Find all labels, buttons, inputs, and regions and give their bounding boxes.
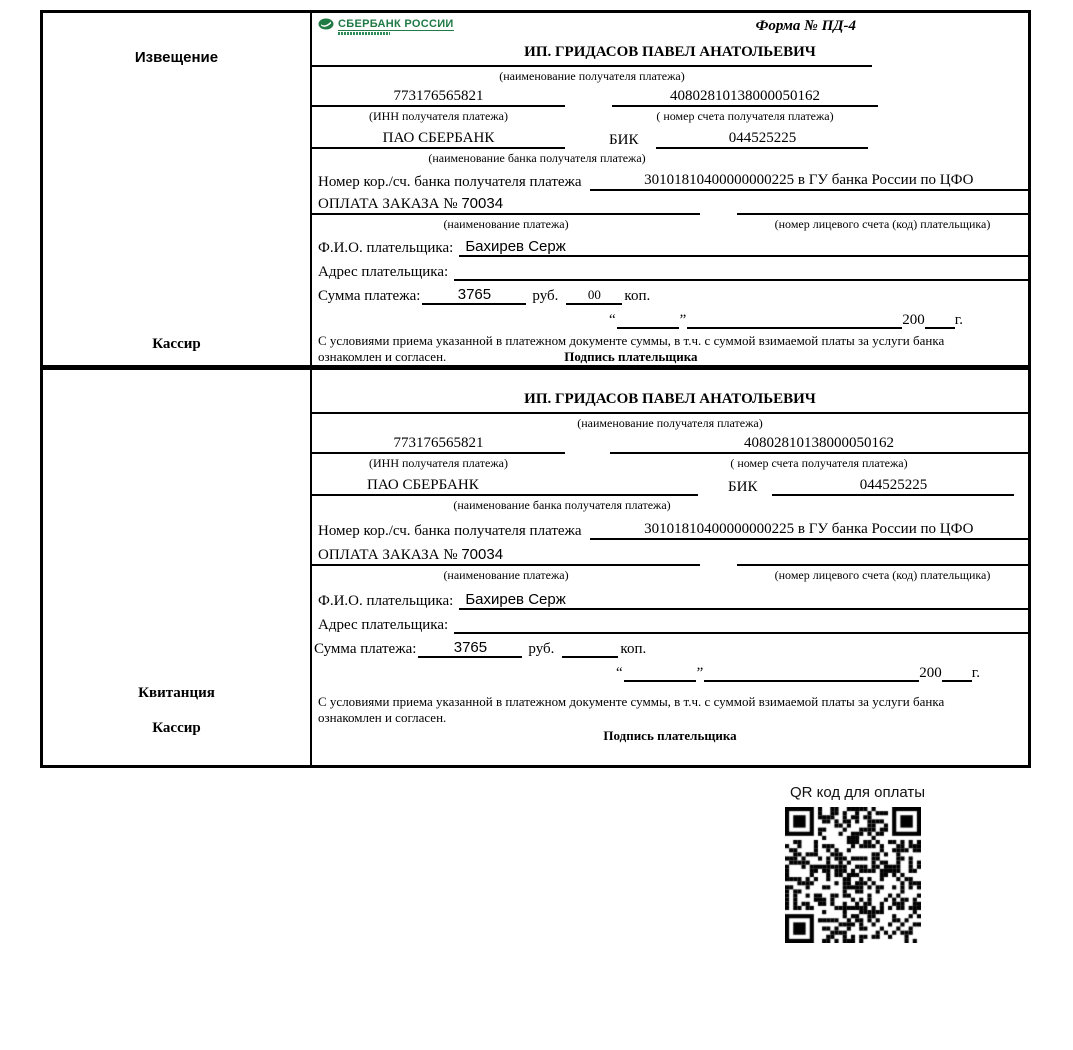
kop-label: коп. bbox=[624, 288, 651, 304]
order-number: 70034 bbox=[461, 195, 504, 212]
section-izveshchenie bbox=[43, 13, 1028, 370]
inn-field: 773176565821 bbox=[312, 88, 565, 107]
quote-close: ” bbox=[696, 665, 704, 681]
rub-label: руб. bbox=[532, 288, 559, 304]
date-year-field bbox=[925, 326, 955, 329]
agreement-line2: ознакомлен и согласен. bbox=[318, 710, 447, 725]
date-year-field bbox=[942, 679, 972, 682]
year-suffix: г. bbox=[954, 312, 963, 328]
sberbank-logo-icon bbox=[318, 18, 334, 30]
purpose-field bbox=[312, 195, 700, 215]
year-prefix: 200 bbox=[902, 312, 925, 328]
agreement-line1: С условиями приема указанной в платежном документе суммы, в т.ч. с суммой взимаемой платы за услуги банка bbox=[318, 694, 945, 709]
account-field: 40802810138000050162 bbox=[612, 88, 878, 107]
bik-label: БИК bbox=[728, 479, 758, 495]
kop-label: коп. bbox=[620, 641, 647, 657]
inn-caption: (ИНН получателя платежа) bbox=[369, 455, 508, 470]
payer-label: Ф.И.О. плательщика: bbox=[318, 593, 454, 609]
left-column-top bbox=[43, 13, 312, 365]
korr-label: Номер кор./сч. банка получателя платежа bbox=[318, 174, 582, 190]
section-kvitanciya bbox=[43, 370, 1028, 765]
bank-caption: (наименование банка получателя платежа) bbox=[453, 497, 671, 512]
bank-name-field: ПАО СБЕРБАНК bbox=[312, 130, 565, 149]
left-column-bottom bbox=[43, 370, 312, 765]
address-field bbox=[454, 279, 1028, 281]
payer-label: Ф.И.О. плательщика: bbox=[318, 240, 454, 256]
date-day-field bbox=[624, 679, 696, 682]
purpose-prefix: ОПЛАТА ЗАКАЗА № bbox=[318, 196, 458, 212]
personal-account-field bbox=[737, 564, 1028, 566]
inn-field: 773176565821 bbox=[312, 435, 565, 454]
order-number: 70034 bbox=[461, 546, 504, 563]
sberbank-logo-text: СБЕРБАНК РОССИИ bbox=[338, 18, 454, 30]
form-body-top bbox=[312, 13, 1028, 365]
payment-form-pd4 bbox=[40, 10, 1031, 768]
korr-label: Номер кор./сч. банка получателя платежа bbox=[318, 523, 582, 539]
rub-label: руб. bbox=[528, 641, 555, 657]
korr-account-field: 30101810400000000225 в ГУ банка России по ЦФО bbox=[590, 521, 1028, 540]
korr-account-field: 30101810400000000225 в ГУ банка России по ЦФО bbox=[590, 172, 1028, 191]
amount-rub-field: 3765 bbox=[418, 639, 522, 658]
cashier-label: Кассир bbox=[152, 336, 201, 352]
address-label: Адрес плательщика: bbox=[318, 264, 449, 280]
bik-field: 044525225 bbox=[772, 477, 1014, 496]
sum-label: Сумма платежа: bbox=[314, 641, 417, 657]
purpose-caption: (наименование платежа) bbox=[443, 216, 569, 231]
signature-label: Подпись плательщика bbox=[603, 728, 737, 743]
recipient-caption: (наименование получателя платежа) bbox=[577, 415, 763, 430]
account-field: 40802810138000050162 bbox=[610, 435, 1028, 454]
recipient-name: ИП. ГРИДАСОВ ПАВЕЛ АНАТОЛЬЕВИЧ bbox=[524, 391, 816, 407]
sberbank-logo bbox=[318, 18, 454, 35]
form-body-bottom bbox=[312, 370, 1028, 765]
date-day-field bbox=[617, 326, 679, 329]
inn-caption: (ИНН получателя платежа) bbox=[369, 108, 508, 123]
bik-field: 044525225 bbox=[656, 130, 868, 149]
account-caption: ( номер счета получателя платежа) bbox=[656, 108, 834, 123]
address-field bbox=[454, 632, 1028, 634]
qr-code bbox=[785, 807, 921, 943]
bik-label: БИК bbox=[609, 132, 639, 148]
sberbank-logo-tagline bbox=[338, 32, 390, 35]
amount-rub-field: 3765 bbox=[422, 286, 526, 305]
quote-close: ” bbox=[679, 312, 687, 328]
date-month-field bbox=[687, 326, 902, 329]
payer-name-field: Бахирев Серж bbox=[459, 238, 1028, 257]
address-label: Адрес плательщика: bbox=[318, 617, 449, 633]
sum-label: Сумма платежа: bbox=[318, 288, 421, 304]
quote-open: “ bbox=[608, 312, 616, 328]
amount-kop-field bbox=[562, 656, 618, 658]
bank-caption: (наименование банка получателя платежа) bbox=[428, 150, 646, 165]
date-line bbox=[312, 658, 1028, 682]
account-caption: ( номер счета получателя платежа) bbox=[730, 455, 908, 470]
personal-caption: (номер лицевого счета (код) плательщика) bbox=[774, 567, 991, 582]
agreement-line1: С условиями приема указанной в платежном документе суммы, в т.ч. с суммой взимаемой платы за услуги банка bbox=[318, 333, 945, 348]
purpose-prefix: ОПЛАТА ЗАКАЗА № bbox=[318, 547, 458, 563]
date-line bbox=[312, 305, 1028, 329]
personal-account-field bbox=[737, 213, 1028, 215]
year-suffix: г. bbox=[971, 665, 980, 681]
quote-open: “ bbox=[615, 665, 623, 681]
bank-name-field: ПАО СБЕРБАНК bbox=[312, 477, 698, 496]
personal-caption: (номер лицевого счета (код) плательщика) bbox=[774, 216, 991, 231]
year-prefix: 200 bbox=[919, 665, 942, 681]
cashier-label: Кассир bbox=[152, 720, 201, 736]
form-number: Форма № ПД-4 bbox=[755, 18, 856, 34]
payer-name-field: Бахирев Серж bbox=[459, 591, 1028, 610]
logo-row bbox=[312, 18, 1028, 44]
signature-label: Подпись плательщика bbox=[564, 349, 698, 364]
purpose-field bbox=[312, 546, 700, 566]
recipient-name: ИП. ГРИДАСОВ ПАВЕЛ АНАТОЛЬЕВИЧ bbox=[524, 44, 816, 60]
agreement-line2: ознакомлен и согласен. bbox=[318, 349, 447, 364]
date-month-field bbox=[704, 679, 919, 682]
purpose-caption: (наименование платежа) bbox=[443, 567, 569, 582]
qr-block bbox=[749, 784, 1029, 943]
section-role-label: Квитанция bbox=[138, 685, 215, 701]
qr-label: QR код для оплаты bbox=[790, 784, 926, 801]
section-role-label: Извещение bbox=[134, 49, 219, 66]
amount-kop-field: 00 bbox=[566, 287, 622, 305]
recipient-caption: (наименование получателя платежа) bbox=[499, 68, 685, 83]
